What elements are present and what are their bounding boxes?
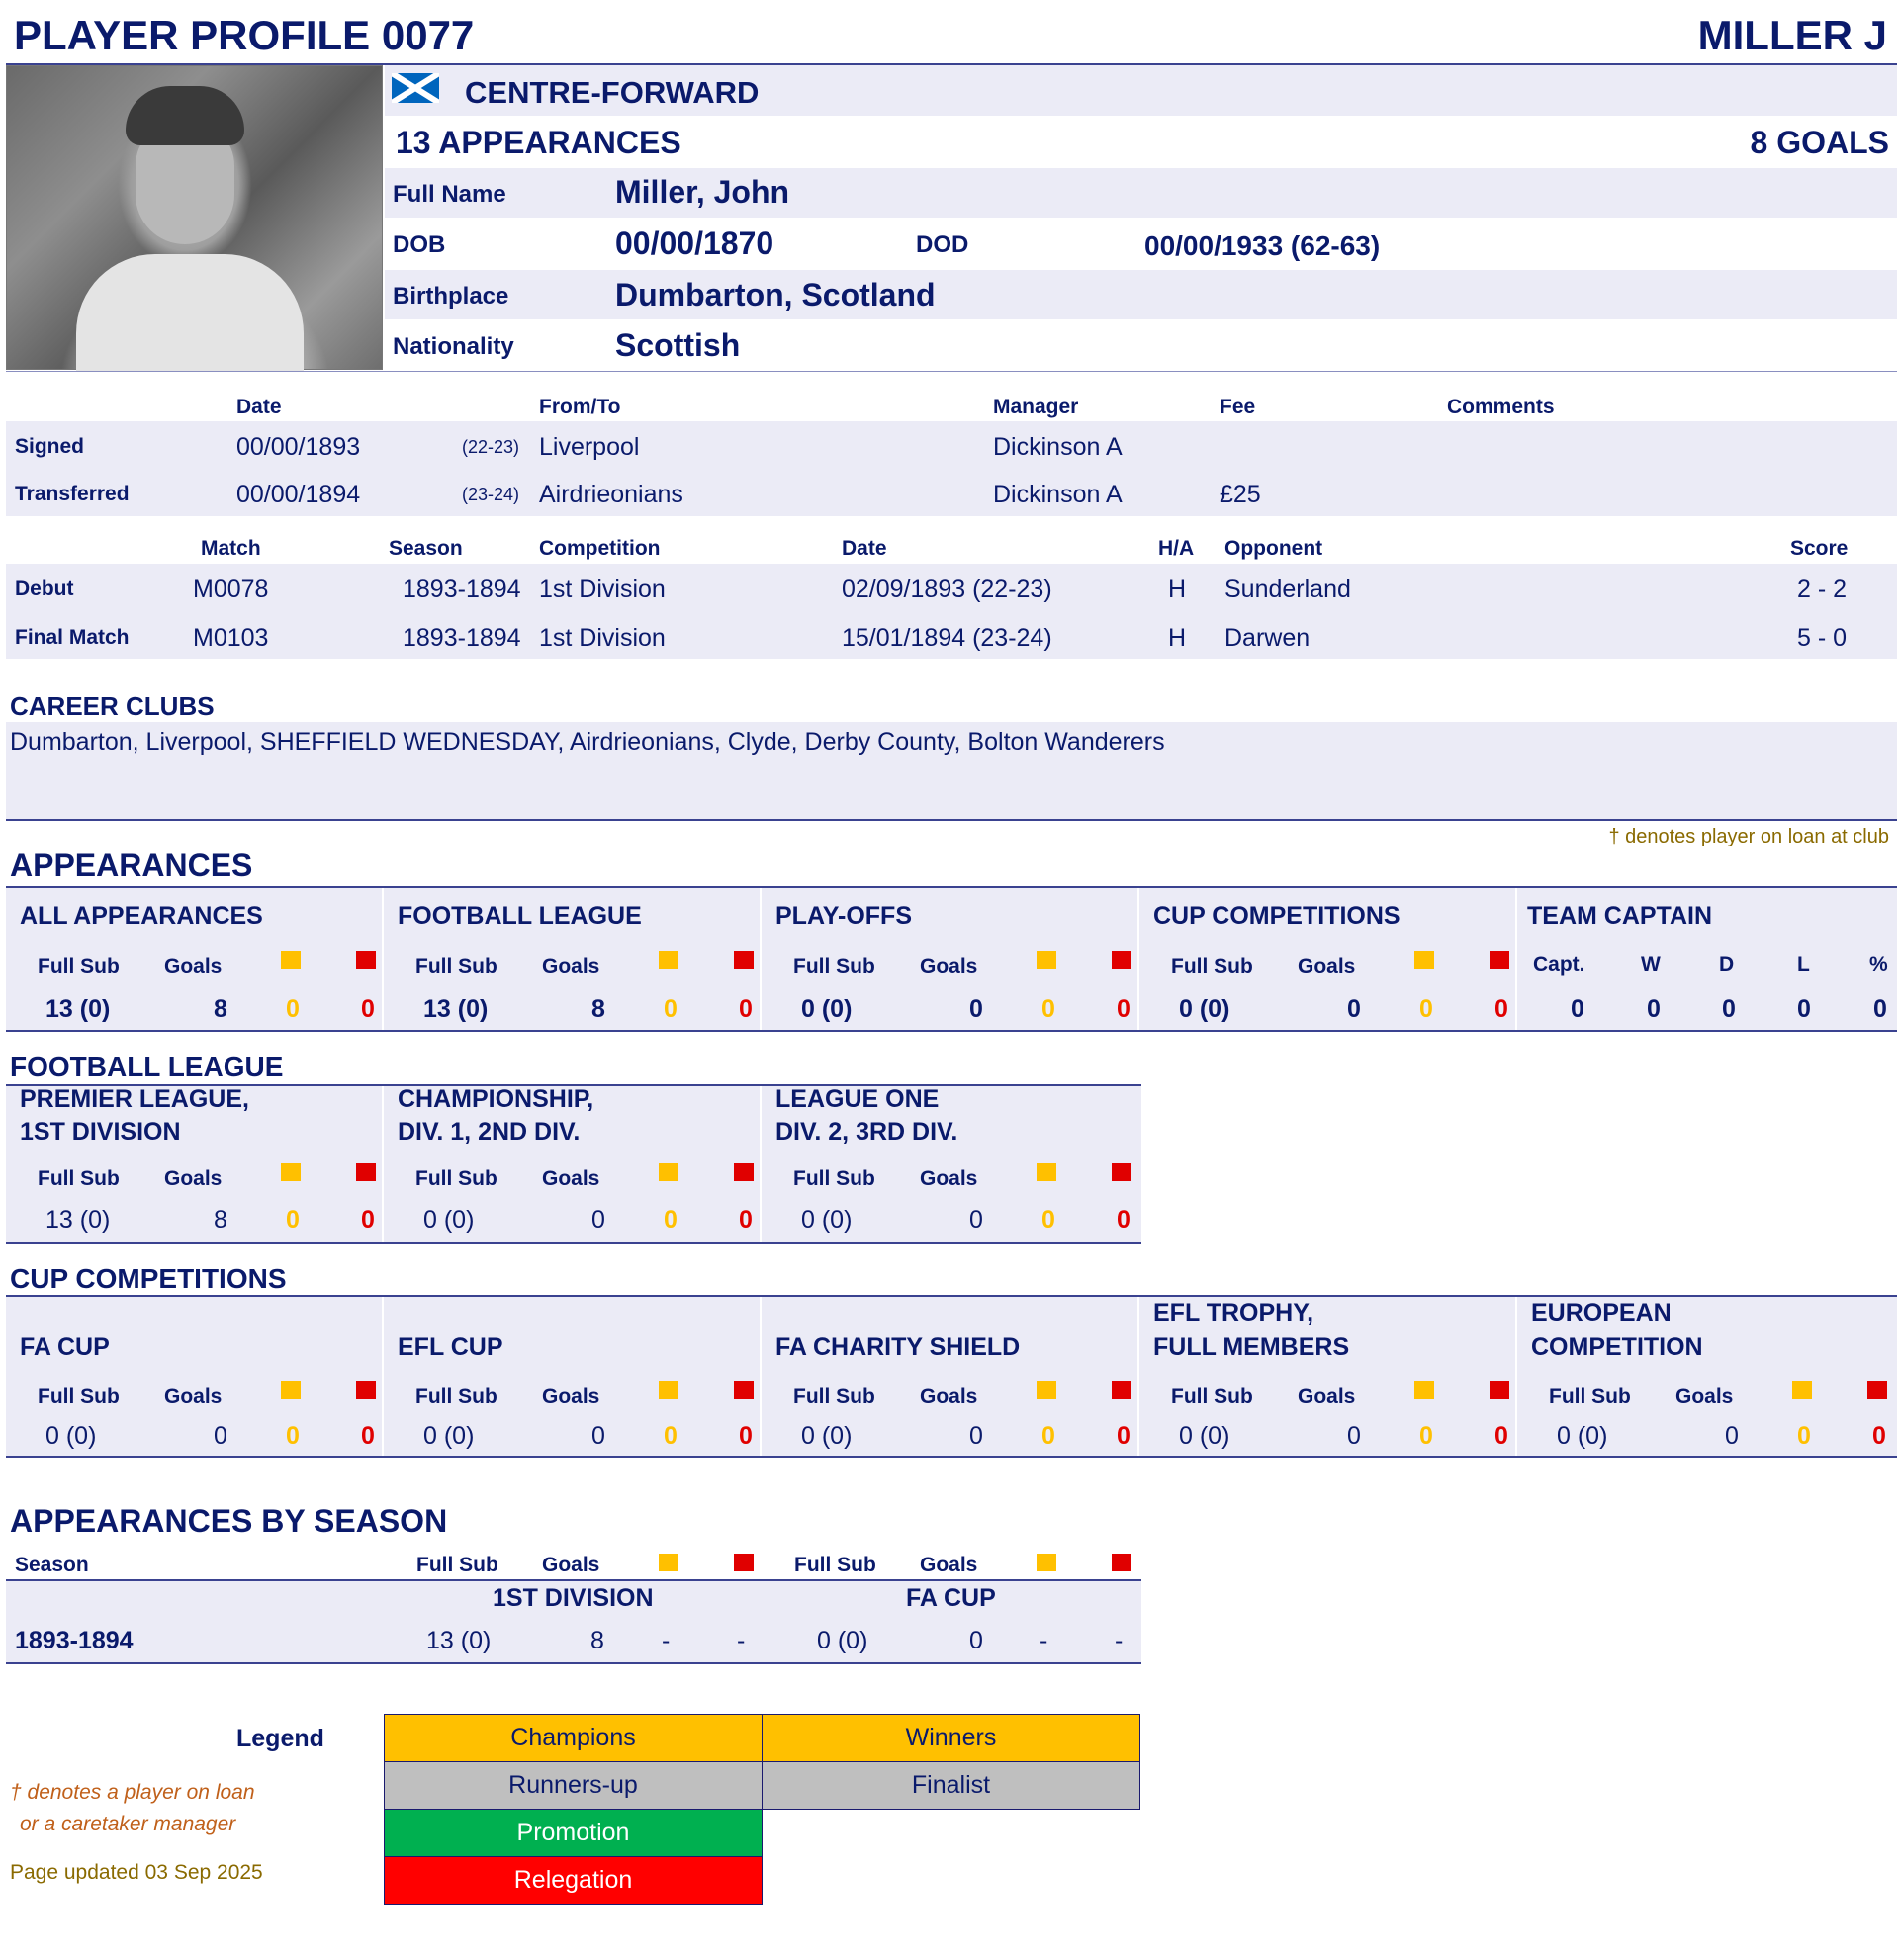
team-captain-title: TEAM CAPTAIN [1527, 902, 1713, 930]
yellow-cards-value: 0 [1797, 1422, 1811, 1450]
goals-label: Goals [164, 1385, 223, 1408]
apps-value: 13 (0) [45, 1206, 111, 1234]
legend-runners-up: Runners-up [384, 1761, 763, 1810]
red-cards-value: 0 [1494, 995, 1508, 1023]
debut-ha: H [1168, 576, 1187, 603]
goals-value: 0 [591, 1206, 605, 1234]
yellow-cards-value: 0 [286, 995, 300, 1023]
red-cards-value: 0 [1872, 1422, 1886, 1450]
yellow-cards-value: 0 [1041, 995, 1055, 1023]
full-sub-label: Full Sub [1549, 1385, 1631, 1408]
league-one-title-line2: DIV. 2, 3RD DIV. [775, 1118, 958, 1146]
cup-competitions-title: CUP COMPETITIONS [10, 1263, 287, 1293]
red-card-icon [1112, 1163, 1131, 1181]
birthplace-label: Birthplace [393, 283, 509, 310]
red-cards-value: 0 [361, 1206, 375, 1234]
block-separator [382, 1086, 384, 1242]
legend-note-1: † denotes a player on loan [10, 1781, 255, 1804]
appearances-bottom-line [6, 1030, 1897, 1032]
signed-season: (22-23) [462, 437, 520, 457]
goals-value: 0 [591, 1422, 605, 1450]
yellow-card-icon [1037, 1381, 1056, 1399]
position: CENTRE-FORWARD [465, 75, 760, 110]
col-header-score: Score [1790, 537, 1849, 560]
yellow-card-icon [1414, 1381, 1434, 1399]
goals-value: 0 [1725, 1422, 1739, 1450]
goals-label: Goals [542, 955, 600, 978]
full-sub-label: Full Sub [1171, 1385, 1253, 1408]
apps-value: 0 (0) [801, 995, 853, 1023]
col-header-from-to: From/To [539, 396, 621, 418]
yellow-card-icon [1037, 1554, 1056, 1571]
goals-value: 8 [214, 1206, 227, 1234]
page-title: PLAYER PROFILE 0077 [14, 12, 475, 58]
legend-finalist: Finalist [762, 1761, 1140, 1810]
debut-match: M0078 [193, 576, 269, 603]
full-name: Miller, John [615, 174, 790, 210]
block-separator [1515, 1297, 1517, 1456]
red-cards-value: 0 [739, 1206, 753, 1234]
yellow-cards-value: 0 [286, 1206, 300, 1234]
red-card-icon [356, 1381, 376, 1399]
signed-club: Liverpool [539, 433, 640, 461]
apps-value: 0 (0) [801, 1206, 853, 1234]
yellow-card-icon [281, 1381, 301, 1399]
appearances-total: 13 APPEARANCES [396, 125, 681, 160]
appearances-title: APPEARANCES [10, 847, 253, 883]
transferred-manager: Dickinson A [993, 481, 1123, 508]
season-full-sub-label-1: Full Sub [416, 1554, 498, 1576]
season-goals-label-2: Goals [920, 1554, 978, 1576]
apps-value: 0 (0) [423, 1206, 475, 1234]
goals-label: Goals [920, 1167, 978, 1190]
loan-note: † denotes player on loan at club [1608, 826, 1889, 847]
block-separator [760, 1086, 762, 1242]
captain-header-pct: % [1869, 953, 1888, 976]
col-header-season: Season [389, 537, 463, 560]
red-card-icon [734, 1381, 754, 1399]
premier-league-title-line1: PREMIER LEAGUE, [20, 1085, 249, 1113]
red-cards-value: 0 [361, 995, 375, 1023]
captain-header-l: L [1797, 953, 1810, 976]
football-league-title: FOOTBALL LEAGUE [10, 1051, 284, 1082]
legend-champions: Champions [384, 1714, 763, 1762]
red-card-icon [1112, 951, 1131, 969]
fl-bottom-line [6, 1242, 1141, 1244]
red-card-icon [1112, 1554, 1131, 1571]
full-sub-label: Full Sub [415, 1167, 497, 1190]
block-separator [382, 1297, 384, 1456]
all-appearances-title: ALL APPEARANCES [20, 902, 263, 930]
yellow-cards-value: 0 [1041, 1422, 1055, 1450]
european-competition-title-line1: EUROPEAN [1531, 1299, 1672, 1327]
cup-bottom-line [6, 1456, 1897, 1458]
captain-d-value: 0 [1722, 995, 1736, 1023]
full-sub-label: Full Sub [38, 1385, 120, 1408]
debut-score: 2 - 2 [1797, 576, 1848, 603]
red-card-icon [1490, 1381, 1509, 1399]
full-sub-label: Full Sub [38, 955, 120, 978]
row-band [385, 168, 1897, 218]
transferred-fee: £25 [1220, 481, 1261, 508]
block-separator [1137, 888, 1139, 1030]
goals-label: Goals [542, 1167, 600, 1190]
debut-date: 02/09/1893 (22-23) [842, 576, 1052, 603]
captain-l-value: 0 [1797, 995, 1811, 1023]
yellow-cards-value: 0 [664, 1206, 678, 1234]
red-cards-value: 0 [1494, 1422, 1508, 1450]
goals-value: 8 [214, 995, 227, 1023]
col-header-manager: Manager [993, 396, 1079, 418]
goals-value: 0 [1347, 995, 1361, 1023]
fa-cup-title-line2: FA CUP [20, 1333, 110, 1361]
career-clubs: Dumbarton, Liverpool, SHEFFIELD WEDNESDAY, Airdrieonians, Clyde, Derby County, Bolton Wanderers [10, 728, 1165, 756]
european-competition-title-line2: COMPETITION [1531, 1333, 1703, 1361]
efl-trophy-title-line2: FULL MEMBERS [1153, 1333, 1350, 1361]
col-header-competition: Competition [539, 537, 661, 560]
block-separator [760, 1297, 762, 1456]
col-header-comments: Comments [1447, 396, 1555, 418]
yellow-card-icon [281, 1163, 301, 1181]
red-card-icon [734, 951, 754, 969]
captain-pct-value: 0 [1873, 995, 1887, 1023]
col-header-date: Date [236, 396, 282, 418]
goals-value: 0 [214, 1422, 227, 1450]
debut-opponent: Sunderland [1224, 576, 1351, 603]
goals-value: 0 [1347, 1422, 1361, 1450]
full-sub-label: Full Sub [1171, 955, 1253, 978]
red-cards-value: 0 [1117, 995, 1130, 1023]
yellow-card-icon [659, 1554, 678, 1571]
legend-promotion: Promotion [384, 1809, 763, 1857]
season-goals-1: 8 [590, 1627, 604, 1654]
full-name-label: Full Name [393, 181, 506, 208]
goals-value: 0 [969, 995, 983, 1023]
red-cards-value: 0 [361, 1422, 375, 1450]
play-offs-title: PLAY-OFFS [775, 902, 912, 930]
full-sub-label: Full Sub [415, 955, 497, 978]
season-full-sub-label-2: Full Sub [794, 1554, 876, 1576]
apps-value: 13 (0) [423, 995, 489, 1023]
yellow-cards-value: 0 [664, 1422, 678, 1450]
signed-date: 00/00/1893 [236, 433, 361, 461]
season-red-1: - [737, 1627, 746, 1654]
fa-charity-shield-title-line2: FA CHARITY SHIELD [775, 1333, 1021, 1361]
season-red-2: - [1115, 1627, 1124, 1654]
goals-label: Goals [1298, 1385, 1356, 1408]
apps-value: 13 (0) [45, 995, 111, 1023]
championship-title-line2: DIV. 1, 2ND DIV. [398, 1118, 581, 1146]
scotland-flag-icon [392, 73, 439, 103]
row-band [385, 270, 1897, 319]
red-card-icon [734, 1163, 754, 1181]
block-separator [760, 888, 762, 1030]
page-updated: Page updated 03 Sep 2025 [10, 1861, 263, 1884]
col-header-match: Match [201, 537, 261, 560]
yellow-card-icon [1792, 1381, 1812, 1399]
goals-total: 8 GOALS [1750, 125, 1889, 160]
season-yellow-1: - [662, 1627, 671, 1654]
block-separator [1515, 888, 1517, 1030]
final-season: 1893-1894 [403, 624, 521, 652]
efl-trophy-title-line1: EFL TROPHY, [1153, 1299, 1314, 1327]
final-competition: 1st Division [539, 624, 666, 652]
season-goals-2: 0 [969, 1627, 983, 1654]
final-opponent: Darwen [1224, 624, 1311, 652]
season-name: 1893-1894 [15, 1627, 134, 1654]
signed-label: Signed [15, 435, 85, 458]
goals-label: Goals [164, 1167, 223, 1190]
captain-header-d: D [1719, 953, 1735, 976]
season-col-label: Season [15, 1554, 89, 1576]
apps-value: 0 (0) [1179, 1422, 1230, 1450]
full-sub-label: Full Sub [38, 1167, 120, 1190]
red-card-icon [1112, 1381, 1131, 1399]
block-separator [1137, 1297, 1139, 1456]
transferred-season: (23-24) [462, 485, 520, 504]
league-one-title-line1: LEAGUE ONE [775, 1085, 940, 1113]
season-comp-1st-division: 1ST DIVISION [493, 1584, 654, 1612]
yellow-card-icon [281, 951, 301, 969]
final-match: M0103 [193, 624, 269, 652]
nationality-label: Nationality [393, 333, 514, 360]
apps-value: 0 (0) [1179, 995, 1230, 1023]
football-league-title: FOOTBALL LEAGUE [398, 902, 642, 930]
yellow-card-icon [1414, 951, 1434, 969]
season-yellow-2: - [1040, 1627, 1048, 1654]
full-sub-label: Full Sub [415, 1385, 497, 1408]
goals-label: Goals [920, 1385, 978, 1408]
goals-value: 8 [591, 995, 605, 1023]
goals-label: Goals [1675, 1385, 1734, 1408]
debut-competition: 1st Division [539, 576, 666, 603]
final-date: 15/01/1894 (23-24) [842, 624, 1052, 652]
goals-label: Goals [542, 1385, 600, 1408]
cup-competitions-title: CUP COMPETITIONS [1153, 902, 1401, 930]
yellow-card-icon [1037, 1163, 1056, 1181]
dod: 00/00/1933 (62-63) [1144, 230, 1381, 261]
goals-label: Goals [920, 955, 978, 978]
apps-value: 0 (0) [423, 1422, 475, 1450]
full-sub-label: Full Sub [793, 1167, 875, 1190]
red-cards-value: 0 [1117, 1422, 1130, 1450]
red-card-icon [1490, 951, 1509, 969]
signed-manager: Dickinson A [993, 433, 1123, 461]
yellow-cards-value: 0 [1041, 1206, 1055, 1234]
career-divider [6, 819, 1897, 821]
transferred-club: Airdrieonians [539, 481, 683, 508]
block-separator [382, 888, 384, 1030]
goals-value: 0 [969, 1206, 983, 1234]
dob: 00/00/1870 [615, 225, 774, 261]
transferred-label: Transferred [15, 483, 130, 505]
debut-season: 1893-1894 [403, 576, 521, 603]
yellow-cards-value: 0 [1419, 1422, 1433, 1450]
red-card-icon [356, 951, 376, 969]
season-goals-label-1: Goals [542, 1554, 600, 1576]
debut-label: Debut [15, 578, 74, 600]
final-match-label: Final Match [15, 626, 130, 649]
season-apps-1: 13 (0) [426, 1627, 492, 1654]
red-card-icon [734, 1554, 754, 1571]
red-card-icon [356, 1163, 376, 1181]
legend-note-2: or a caretaker manager [20, 1813, 236, 1835]
nationality: Scottish [615, 327, 741, 363]
by-season-title: APPEARANCES BY SEASON [10, 1503, 448, 1539]
birthplace: Dumbarton, Scotland [615, 277, 936, 312]
legend-relegation: Relegation [384, 1856, 763, 1905]
premier-league-title-line2: 1ST DIVISION [20, 1118, 181, 1146]
yellow-cards-value: 0 [286, 1422, 300, 1450]
full-sub-label: Full Sub [793, 1385, 875, 1408]
final-score: 5 - 0 [1797, 624, 1848, 652]
captain-header-w: W [1641, 953, 1661, 976]
apps-value: 0 (0) [1557, 1422, 1608, 1450]
season-apps-2: 0 (0) [817, 1627, 868, 1654]
goals-label: Goals [164, 955, 223, 978]
final-ha: H [1168, 624, 1187, 652]
col-header-match-date: Date [842, 537, 887, 560]
legend-winners: Winners [762, 1714, 1140, 1762]
career-clubs-title: CAREER CLUBS [10, 691, 215, 721]
yellow-card-icon [659, 951, 678, 969]
profile-divider [6, 371, 1897, 372]
legend-title: Legend [236, 1725, 324, 1752]
full-sub-label: Full Sub [793, 955, 875, 978]
red-cards-value: 0 [1117, 1206, 1130, 1234]
col-header-opponent: Opponent [1224, 537, 1323, 560]
red-cards-value: 0 [739, 1422, 753, 1450]
col-header-fee: Fee [1220, 396, 1256, 418]
player-name-header: MILLER J [1697, 12, 1887, 58]
transferred-date: 00/00/1894 [236, 481, 361, 508]
yellow-card-icon [659, 1163, 678, 1181]
apps-value: 0 (0) [45, 1422, 97, 1450]
goals-label: Goals [1298, 955, 1356, 978]
apps-value: 0 (0) [801, 1422, 853, 1450]
yellow-cards-value: 0 [1419, 995, 1433, 1023]
season-comp-fa-cup: FA CUP [906, 1584, 996, 1612]
captain-header-capt: Capt. [1533, 953, 1585, 976]
championship-title-line1: CHAMPIONSHIP, [398, 1085, 594, 1113]
col-header-ha: H/A [1158, 537, 1195, 560]
yellow-card-icon [1037, 951, 1056, 969]
dod-label: DOD [916, 231, 969, 258]
red-card-icon [1867, 1381, 1887, 1399]
captain-capt-value: 0 [1571, 995, 1584, 1023]
red-cards-value: 0 [739, 995, 753, 1023]
captain-w-value: 0 [1647, 995, 1661, 1023]
yellow-cards-value: 0 [664, 995, 678, 1023]
yellow-card-icon [659, 1381, 678, 1399]
dob-label: DOB [393, 231, 446, 258]
efl-cup-title-line2: EFL CUP [398, 1333, 503, 1361]
player-photo [6, 65, 383, 370]
season-bottom-line [6, 1662, 1141, 1664]
goals-value: 0 [969, 1422, 983, 1450]
